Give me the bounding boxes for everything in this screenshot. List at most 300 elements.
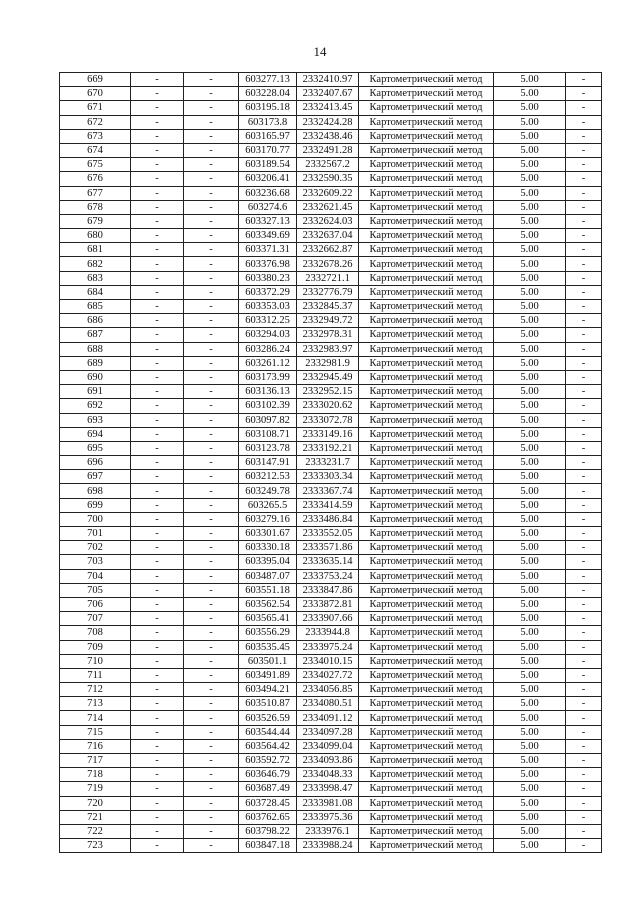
blank-cell: - — [184, 640, 239, 654]
y-coordinate-cell: 2332978.31 — [297, 328, 359, 342]
y-coordinate-cell: 2332590.35 — [297, 172, 359, 186]
x-coordinate-cell: 603294.03 — [239, 328, 297, 342]
blank-cell: - — [184, 711, 239, 725]
blank-cell: - — [184, 498, 239, 512]
blank-cell: - — [131, 342, 184, 356]
method-cell: Картометрический метод — [359, 115, 494, 129]
x-coordinate-cell: 603236.68 — [239, 186, 297, 200]
point-number-cell: 713 — [60, 697, 131, 711]
blank-cell: - — [131, 328, 184, 342]
blank-cell: - — [184, 129, 239, 143]
method-cell: Картометрический метод — [359, 498, 494, 512]
method-cell: Картометрический метод — [359, 754, 494, 768]
method-cell: Картометрический метод — [359, 385, 494, 399]
y-coordinate-cell: 2332949.72 — [297, 314, 359, 328]
method-cell: Картометрический метод — [359, 87, 494, 101]
blank-cell: - — [184, 300, 239, 314]
page-number: 14 — [313, 44, 327, 59]
blank-cell: - — [131, 158, 184, 172]
table-row — [60, 342, 602, 356]
y-coordinate-cell: 2332952.15 — [297, 385, 359, 399]
blank-cell: - — [131, 229, 184, 243]
method-cell: Картометрический метод — [359, 441, 494, 455]
blank-cell: - — [184, 172, 239, 186]
y-coordinate-cell: 2332609.22 — [297, 186, 359, 200]
accuracy-cell: 5.00 — [494, 754, 566, 768]
blank-cell: - — [184, 612, 239, 626]
point-number-cell: 680 — [60, 229, 131, 243]
y-coordinate-cell: 2332662.87 — [297, 243, 359, 257]
accuracy-cell: 5.00 — [494, 300, 566, 314]
accuracy-cell: 5.00 — [494, 541, 566, 555]
blank-cell: - — [184, 654, 239, 668]
y-coordinate-cell: 2334097.28 — [297, 725, 359, 739]
y-coordinate-cell: 2333753.24 — [297, 569, 359, 583]
accuracy-cell: 5.00 — [494, 399, 566, 413]
description-cell: - — [566, 456, 602, 470]
blank-cell: - — [184, 597, 239, 611]
point-number-cell: 682 — [60, 257, 131, 271]
method-cell: Картометрический метод — [359, 314, 494, 328]
accuracy-cell: 5.00 — [494, 597, 566, 611]
method-cell: Картометрический метод — [359, 257, 494, 271]
point-number-cell: 701 — [60, 527, 131, 541]
x-coordinate-cell: 603544.44 — [239, 725, 297, 739]
y-coordinate-cell: 2332721.1 — [297, 271, 359, 285]
y-coordinate-cell: 2332637.04 — [297, 229, 359, 243]
method-cell: Картометрический метод — [359, 612, 494, 626]
accuracy-cell: 5.00 — [494, 697, 566, 711]
blank-cell: - — [131, 456, 184, 470]
table-row — [60, 597, 602, 611]
blank-cell: - — [131, 484, 184, 498]
point-number-cell: 705 — [60, 583, 131, 597]
blank-cell: - — [184, 484, 239, 498]
accuracy-cell: 5.00 — [494, 683, 566, 697]
description-cell: - — [566, 370, 602, 384]
point-number-cell: 714 — [60, 711, 131, 725]
y-coordinate-cell: 2332424.28 — [297, 115, 359, 129]
table-row — [60, 711, 602, 725]
table-row — [60, 441, 602, 455]
method-cell: Картометрический метод — [359, 626, 494, 640]
point-number-cell: 723 — [60, 839, 131, 853]
y-coordinate-cell: 2334027.72 — [297, 668, 359, 682]
accuracy-cell: 5.00 — [494, 101, 566, 115]
method-cell: Картометрический метод — [359, 285, 494, 299]
y-coordinate-cell: 2332981.9 — [297, 356, 359, 370]
method-cell: Картометрический метод — [359, 186, 494, 200]
description-cell: - — [566, 200, 602, 214]
table-row — [60, 527, 602, 541]
blank-cell: - — [184, 186, 239, 200]
x-coordinate-cell: 603249.78 — [239, 484, 297, 498]
blank-cell: - — [131, 413, 184, 427]
table-row — [60, 186, 602, 200]
y-coordinate-cell: 2333975.24 — [297, 640, 359, 654]
table-row — [60, 569, 602, 583]
blank-cell: - — [184, 725, 239, 739]
method-cell: Картометрический метод — [359, 555, 494, 569]
description-cell: - — [566, 782, 602, 796]
blank-cell: - — [184, 583, 239, 597]
description-cell: - — [566, 810, 602, 824]
blank-cell: - — [131, 172, 184, 186]
description-cell: - — [566, 796, 602, 810]
y-coordinate-cell: 2333303.34 — [297, 470, 359, 484]
x-coordinate-cell: 603535.45 — [239, 640, 297, 654]
blank-cell: - — [184, 229, 239, 243]
blank-cell: - — [184, 683, 239, 697]
point-number-cell: 695 — [60, 441, 131, 455]
accuracy-cell: 5.00 — [494, 725, 566, 739]
blank-cell: - — [131, 470, 184, 484]
table-row — [60, 739, 602, 753]
table-row — [60, 555, 602, 569]
point-number-cell: 675 — [60, 158, 131, 172]
table-row — [60, 810, 602, 824]
blank-cell: - — [131, 143, 184, 157]
point-number-cell: 709 — [60, 640, 131, 654]
method-cell: Картометрический метод — [359, 711, 494, 725]
method-cell: Картометрический метод — [359, 654, 494, 668]
description-cell: - — [566, 186, 602, 200]
description-cell: - — [566, 129, 602, 143]
description-cell: - — [566, 285, 602, 299]
method-cell: Картометрический метод — [359, 328, 494, 342]
accuracy-cell: 5.00 — [494, 370, 566, 384]
method-cell: Картометрический метод — [359, 214, 494, 228]
blank-cell: - — [131, 129, 184, 143]
x-coordinate-cell: 603170.77 — [239, 143, 297, 157]
y-coordinate-cell: 2333367.74 — [297, 484, 359, 498]
accuracy-cell: 5.00 — [494, 271, 566, 285]
method-cell: Картометрический метод — [359, 527, 494, 541]
blank-cell: - — [131, 399, 184, 413]
x-coordinate-cell: 603108.71 — [239, 427, 297, 441]
description-cell: - — [566, 441, 602, 455]
point-number-cell: 702 — [60, 541, 131, 555]
method-cell: Картометрический метод — [359, 271, 494, 285]
method-cell: Картометрический метод — [359, 725, 494, 739]
blank-cell: - — [184, 626, 239, 640]
point-number-cell: 671 — [60, 101, 131, 115]
point-number-cell: 692 — [60, 399, 131, 413]
x-coordinate-cell: 603371.31 — [239, 243, 297, 257]
x-coordinate-cell: 603123.78 — [239, 441, 297, 455]
method-cell: Картометрический метод — [359, 796, 494, 810]
blank-cell: - — [131, 243, 184, 257]
point-number-cell: 698 — [60, 484, 131, 498]
description-cell: - — [566, 101, 602, 115]
x-coordinate-cell: 603494.21 — [239, 683, 297, 697]
accuracy-cell: 5.00 — [494, 73, 566, 87]
y-coordinate-cell: 2333907.66 — [297, 612, 359, 626]
x-coordinate-cell: 603526.59 — [239, 711, 297, 725]
accuracy-cell: 5.00 — [494, 172, 566, 186]
table-row — [60, 768, 602, 782]
accuracy-cell: 5.00 — [494, 668, 566, 682]
accuracy-cell: 5.00 — [494, 200, 566, 214]
accuracy-cell: 5.00 — [494, 87, 566, 101]
blank-cell: - — [184, 527, 239, 541]
method-cell: Картометрический метод — [359, 399, 494, 413]
blank-cell: - — [131, 186, 184, 200]
method-cell: Картометрический метод — [359, 583, 494, 597]
x-coordinate-cell: 603510.87 — [239, 697, 297, 711]
y-coordinate-cell: 2333192.21 — [297, 441, 359, 455]
description-cell: - — [566, 73, 602, 87]
accuracy-cell: 5.00 — [494, 356, 566, 370]
method-cell: Картометрический метод — [359, 413, 494, 427]
point-number-cell: 716 — [60, 739, 131, 753]
blank-cell: - — [131, 697, 184, 711]
point-number-cell: 710 — [60, 654, 131, 668]
blank-cell: - — [184, 271, 239, 285]
point-number-cell: 693 — [60, 413, 131, 427]
table-row — [60, 498, 602, 512]
blank-cell: - — [131, 583, 184, 597]
blank-cell: - — [184, 342, 239, 356]
description-cell: - — [566, 300, 602, 314]
blank-cell: - — [131, 512, 184, 526]
blank-cell: - — [131, 527, 184, 541]
blank-cell: - — [184, 668, 239, 682]
table-row — [60, 314, 602, 328]
method-cell: Картометрический метод — [359, 668, 494, 682]
accuracy-cell: 5.00 — [494, 569, 566, 583]
table-row — [60, 427, 602, 441]
y-coordinate-cell: 2333976.1 — [297, 824, 359, 838]
method-cell: Картометрический метод — [359, 782, 494, 796]
method-cell: Картометрический метод — [359, 824, 494, 838]
y-coordinate-cell: 2334010.15 — [297, 654, 359, 668]
table-row — [60, 654, 602, 668]
blank-cell: - — [184, 441, 239, 455]
blank-cell: - — [131, 200, 184, 214]
method-cell: Картометрический метод — [359, 768, 494, 782]
table-row — [60, 101, 602, 115]
x-coordinate-cell: 603330.18 — [239, 541, 297, 555]
blank-cell: - — [131, 214, 184, 228]
description-cell: - — [566, 427, 602, 441]
blank-cell: - — [131, 115, 184, 129]
blank-cell: - — [131, 810, 184, 824]
table-row — [60, 583, 602, 597]
y-coordinate-cell: 2333975.36 — [297, 810, 359, 824]
x-coordinate-cell: 603173.8 — [239, 115, 297, 129]
blank-cell: - — [131, 73, 184, 87]
point-number-cell: 677 — [60, 186, 131, 200]
accuracy-cell: 5.00 — [494, 285, 566, 299]
description-cell: - — [566, 612, 602, 626]
blank-cell: - — [184, 541, 239, 555]
blank-cell: - — [131, 839, 184, 853]
blank-cell: - — [184, 158, 239, 172]
accuracy-cell: 5.00 — [494, 839, 566, 853]
table-row — [60, 129, 602, 143]
blank-cell: - — [131, 257, 184, 271]
description-cell: - — [566, 668, 602, 682]
blank-cell: - — [184, 356, 239, 370]
point-number-cell: 691 — [60, 385, 131, 399]
x-coordinate-cell: 603798.22 — [239, 824, 297, 838]
blank-cell: - — [131, 824, 184, 838]
blank-cell: - — [131, 87, 184, 101]
accuracy-cell: 5.00 — [494, 654, 566, 668]
x-coordinate-cell: 603646.79 — [239, 768, 297, 782]
y-coordinate-cell: 2333552.05 — [297, 527, 359, 541]
accuracy-cell: 5.00 — [494, 796, 566, 810]
description-cell: - — [566, 229, 602, 243]
description-cell: - — [566, 527, 602, 541]
table-row — [60, 370, 602, 384]
point-number-cell: 689 — [60, 356, 131, 370]
description-cell: - — [566, 413, 602, 427]
x-coordinate-cell: 603487.07 — [239, 569, 297, 583]
table-row — [60, 456, 602, 470]
x-coordinate-cell: 603165.97 — [239, 129, 297, 143]
table-row — [60, 541, 602, 555]
x-coordinate-cell: 603491.89 — [239, 668, 297, 682]
x-coordinate-cell: 603312.25 — [239, 314, 297, 328]
y-coordinate-cell: 2332624.03 — [297, 214, 359, 228]
description-cell: - — [566, 640, 602, 654]
accuracy-cell: 5.00 — [494, 527, 566, 541]
blank-cell: - — [184, 101, 239, 115]
table-row — [60, 413, 602, 427]
blank-cell: - — [131, 385, 184, 399]
description-cell: - — [566, 158, 602, 172]
accuracy-cell: 5.00 — [494, 342, 566, 356]
table-row — [60, 115, 602, 129]
x-coordinate-cell: 603286.24 — [239, 342, 297, 356]
x-coordinate-cell: 603189.54 — [239, 158, 297, 172]
point-number-cell: 670 — [60, 87, 131, 101]
point-number-cell: 672 — [60, 115, 131, 129]
point-number-cell: 700 — [60, 512, 131, 526]
blank-cell: - — [131, 356, 184, 370]
blank-cell: - — [184, 115, 239, 129]
blank-cell: - — [131, 796, 184, 810]
point-number-cell: 681 — [60, 243, 131, 257]
description-cell: - — [566, 257, 602, 271]
point-number-cell: 676 — [60, 172, 131, 186]
blank-cell: - — [131, 739, 184, 753]
y-coordinate-cell: 2332491.28 — [297, 143, 359, 157]
x-coordinate-cell: 603173.99 — [239, 370, 297, 384]
description-cell: - — [566, 498, 602, 512]
point-number-cell: 696 — [60, 456, 131, 470]
x-coordinate-cell: 603327.13 — [239, 214, 297, 228]
y-coordinate-cell: 2332410.97 — [297, 73, 359, 87]
accuracy-cell: 5.00 — [494, 711, 566, 725]
table-row — [60, 612, 602, 626]
accuracy-cell: 5.00 — [494, 626, 566, 640]
table-row — [60, 214, 602, 228]
description-cell: - — [566, 654, 602, 668]
y-coordinate-cell: 2332983.97 — [297, 342, 359, 356]
blank-cell: - — [184, 243, 239, 257]
y-coordinate-cell: 2333149.16 — [297, 427, 359, 441]
blank-cell: - — [131, 555, 184, 569]
method-cell: Картометрический метод — [359, 370, 494, 384]
table-row — [60, 399, 602, 413]
method-cell: Картометрический метод — [359, 300, 494, 314]
y-coordinate-cell: 2333988.24 — [297, 839, 359, 853]
blank-cell: - — [184, 768, 239, 782]
blank-cell: - — [131, 101, 184, 115]
method-cell: Картометрический метод — [359, 356, 494, 370]
method-cell: Картометрический метод — [359, 158, 494, 172]
accuracy-cell: 5.00 — [494, 456, 566, 470]
table-row — [60, 143, 602, 157]
method-cell: Картометрический метод — [359, 569, 494, 583]
x-coordinate-cell: 603206.41 — [239, 172, 297, 186]
blank-cell: - — [184, 796, 239, 810]
blank-cell: - — [131, 782, 184, 796]
point-number-cell: 712 — [60, 683, 131, 697]
y-coordinate-cell: 2332438.46 — [297, 129, 359, 143]
blank-cell: - — [131, 654, 184, 668]
x-coordinate-cell: 603265.5 — [239, 498, 297, 512]
method-cell: Картометрический метод — [359, 143, 494, 157]
accuracy-cell: 5.00 — [494, 129, 566, 143]
blank-cell: - — [131, 427, 184, 441]
blank-cell: - — [184, 370, 239, 384]
method-cell: Картометрический метод — [359, 427, 494, 441]
table-row — [60, 73, 602, 87]
table-row — [60, 172, 602, 186]
method-cell: Картометрический метод — [359, 73, 494, 87]
y-coordinate-cell: 2334099.04 — [297, 739, 359, 753]
description-cell: - — [566, 484, 602, 498]
point-number-cell: 679 — [60, 214, 131, 228]
y-coordinate-cell: 2333486.84 — [297, 512, 359, 526]
table-row — [60, 512, 602, 526]
blank-cell: - — [131, 640, 184, 654]
blank-cell: - — [131, 271, 184, 285]
description-cell: - — [566, 839, 602, 853]
blank-cell: - — [184, 697, 239, 711]
accuracy-cell: 5.00 — [494, 143, 566, 157]
blank-cell: - — [184, 512, 239, 526]
y-coordinate-cell: 2333944.8 — [297, 626, 359, 640]
blank-cell: - — [131, 683, 184, 697]
table-row — [60, 668, 602, 682]
point-number-cell: 686 — [60, 314, 131, 328]
y-coordinate-cell: 2332413.45 — [297, 101, 359, 115]
x-coordinate-cell: 603301.67 — [239, 527, 297, 541]
method-cell: Картометрический метод — [359, 683, 494, 697]
table-body — [60, 73, 602, 853]
accuracy-cell: 5.00 — [494, 768, 566, 782]
accuracy-cell: 5.00 — [494, 810, 566, 824]
description-cell: - — [566, 172, 602, 186]
accuracy-cell: 5.00 — [494, 257, 566, 271]
y-coordinate-cell: 2332776.79 — [297, 285, 359, 299]
blank-cell: - — [131, 612, 184, 626]
description-cell: - — [566, 328, 602, 342]
blank-cell: - — [131, 441, 184, 455]
method-cell: Картометрический метод — [359, 541, 494, 555]
method-cell: Картометрический метод — [359, 739, 494, 753]
x-coordinate-cell: 603551.18 — [239, 583, 297, 597]
coordinates-table — [59, 72, 602, 853]
point-number-cell: 697 — [60, 470, 131, 484]
blank-cell: - — [184, 285, 239, 299]
table-row — [60, 484, 602, 498]
